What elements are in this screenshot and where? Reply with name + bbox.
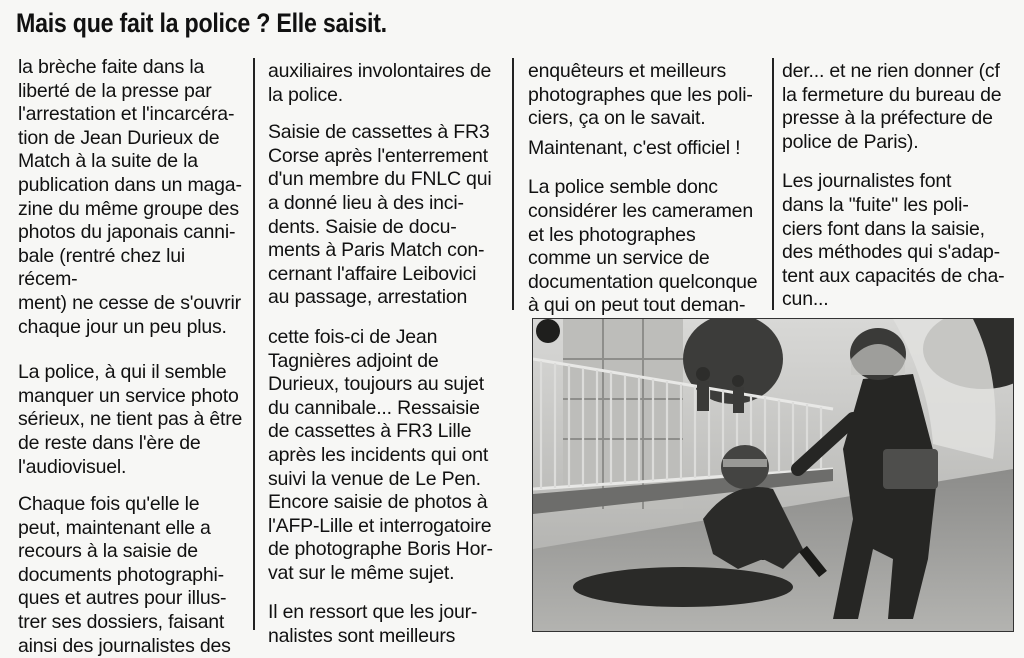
paragraph: Les journalistes font dans la "fuite" les poli- ciers font dans la saisie, des méthodes qui s'adap- tent aux capacités de cha- cun... [782, 170, 1005, 311]
paragraph: der... et ne rien donner (cf la fermeture du bureau de presse à la préfecture de police de Paris). [782, 60, 1002, 153]
headline: Mais que fait la police ? Elle saisit. [16, 8, 387, 38]
paragraph: cette fois-ci de Jean Tagnières adjoint de Durieux, toujours au sujet du cannibale... Ressaisie de cassettes à FR3 Lille après les incidents qui ont suivi la venue de Le Pen. Encore saisie de photos à l'AFP-Lille et interrogatoire de photographe Boris Hor- vat sur le même sujet. [268, 325, 493, 584]
article-column-2 [268, 60, 504, 649]
paragraph: Saisie de cassettes à FR3 Corse après l'enterrement d'un membre du FNLC qui a donné lieu à des inci- dents. Saisie de docu- ments à Paris Match con- cernant l'affaire Leibovici au passage, arrestation [268, 121, 492, 309]
column-rule [253, 58, 255, 630]
article-column-1 [18, 56, 246, 658]
paragraph: Chaque fois qu'elle le peut, maintenant elle a recours à la saisie de documents photographi- ques et autres pour illus- trer ses dossiers, faisant ainsi des journalistes des [18, 493, 231, 657]
photo-illustration [533, 319, 1013, 631]
article-column-4 [782, 60, 1014, 312]
paragraph: Il en ressort que les jour- nalistes sont meilleurs [268, 601, 478, 648]
article-column-3 [528, 60, 768, 318]
paragraph: La police, à qui il semble manquer un service photo sérieux, ne tient pas à être de reste dans l'ère de l'audiovisuel. [18, 361, 243, 478]
paragraph: Maintenant, c'est officiel ! [528, 136, 741, 159]
paragraph: auxiliaires involontaires de la police. [268, 60, 492, 106]
column-rule [512, 58, 514, 310]
paragraph: La police semble donc considérer les cameramen et les photographes comme un service de documentation quelconque à qui on peut tout deman- [528, 176, 758, 317]
column-rule [772, 58, 774, 310]
police-arrest-photo [532, 318, 1014, 632]
paragraph: la brèche faite dans la liberté de la presse par l'arrestation et l'incarcéra- tion de Jean Durieux de Match à la suite de la publication dans un maga- zine du même groupe des photos du japonais canni- bale (rentré chez lui récem- ment) ne cesse de s'ouvrir chaque jour un peu plus. [18, 56, 242, 338]
paragraph: enquêteurs et meilleurs photographes que les poli- ciers, ça on le savait. [528, 60, 753, 130]
